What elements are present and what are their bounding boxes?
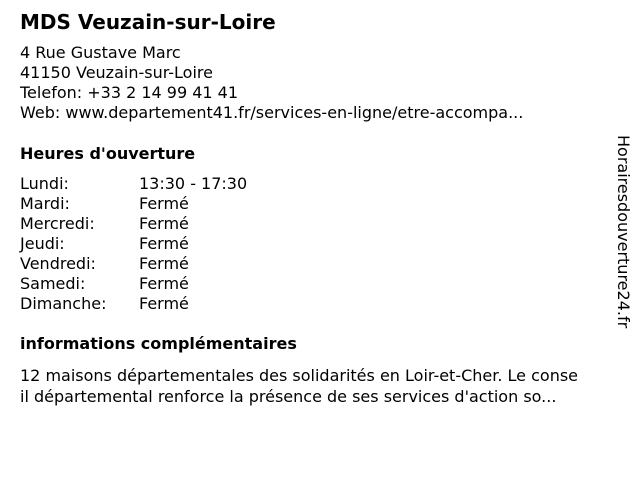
- hours-row-sunday: [20, 294, 320, 314]
- day-label: Jeudi:: [20, 234, 65, 253]
- hours-row-tuesday: [20, 194, 320, 214]
- hours-row-monday: [20, 174, 320, 194]
- opening-hours-table: [20, 174, 320, 314]
- time-value: Fermé: [139, 294, 189, 313]
- day-label: Vendredi:: [20, 254, 96, 273]
- description-line: 12 maisons départementales des solidarités en Loir-et-Cher. Le conse: [20, 366, 579, 385]
- time-value: Fermé: [139, 214, 189, 233]
- description-line: il départemental renforce la présence de ses services d'action so...: [20, 387, 557, 406]
- time-value: Fermé: [139, 234, 189, 253]
- site-watermark: Horairesdouverture24.fr: [614, 135, 633, 329]
- hours-heading: Heures d'ouverture: [20, 144, 196, 163]
- city-address: 41150 Veuzain-sur-Loire: [20, 63, 213, 82]
- day-label: Mardi:: [20, 194, 70, 213]
- time-value: Fermé: [139, 194, 189, 213]
- day-label: Lundi:: [20, 174, 69, 193]
- time-value: 13:30 - 17:30: [139, 174, 248, 193]
- info-heading: informations complémentaires: [20, 334, 297, 353]
- page-title: MDS Veuzain-sur-Loire: [20, 10, 276, 34]
- day-label: Samedi:: [20, 274, 86, 293]
- day-label: Dimanche:: [20, 294, 107, 313]
- address-block: [20, 43, 523, 123]
- hours-row-saturday: [20, 274, 320, 294]
- hours-row-friday: [20, 254, 320, 274]
- phone-number: Telefon: +33 2 14 99 41 41: [20, 83, 239, 102]
- hours-row-wednesday: [20, 214, 320, 234]
- hours-row-thursday: [20, 234, 320, 254]
- time-value: Fermé: [139, 254, 189, 273]
- day-label: Mercredi:: [20, 214, 95, 233]
- info-description: [20, 365, 620, 407]
- street-address: 4 Rue Gustave Marc: [20, 43, 181, 62]
- website-link[interactable]: Web: www.departement41.fr/services-en-ligne/etre-accompa...: [20, 103, 524, 122]
- time-value: Fermé: [139, 274, 189, 293]
